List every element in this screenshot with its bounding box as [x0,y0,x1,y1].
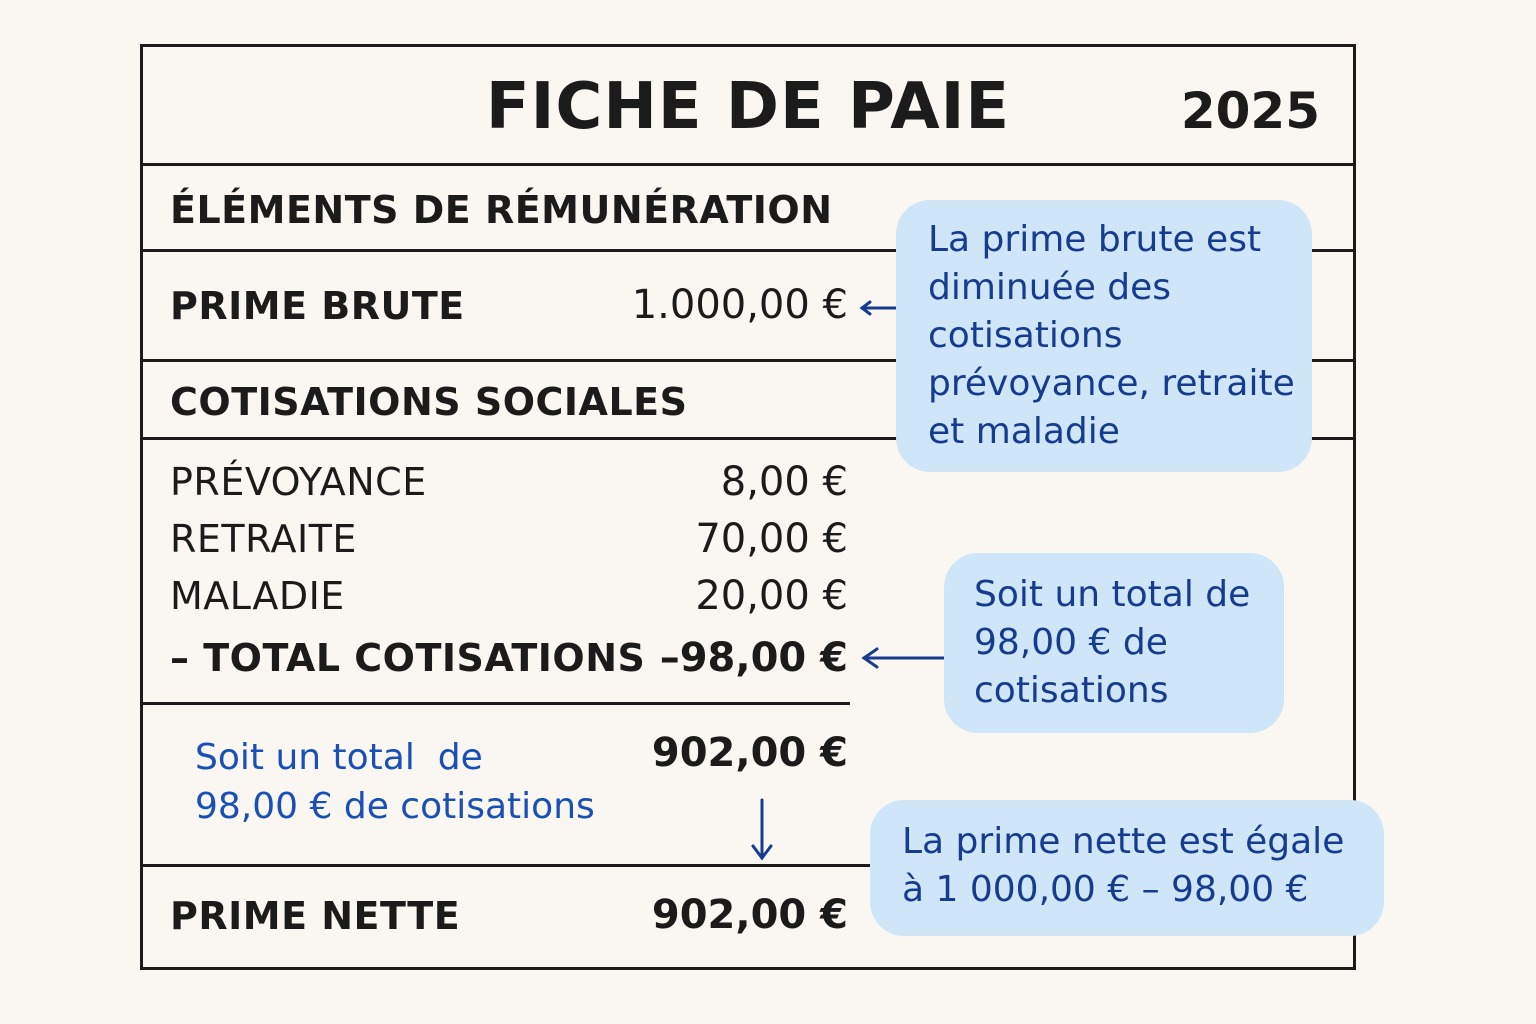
bubble-brute-line3: cotisations [928,315,1123,356]
bubble-total-explanation [944,553,1284,733]
bubble-prime-nette-explanation [870,800,1384,936]
cotisation-amount-retraite: 70,00 € [695,516,848,562]
year-label: 2025 [1180,82,1320,140]
prime-brute-label: PRIME BRUTE [170,284,465,328]
cotisation-label-maladie: MALADIE [170,574,345,618]
prime-nette-label: PRIME NETTE [170,894,461,938]
subtotal-note-line2: 98,00 € de cotisations [195,786,595,827]
bubble-prime-brute-explanation [896,200,1312,472]
arrow-to-prime-brute [862,302,896,314]
subtotal-note-line1: Soit un total de [195,737,483,778]
cotisation-label-retraite: RETRAITE [170,517,357,561]
bubble-total-line1: Soit un total de [974,574,1251,615]
bubble-brute-line2: diminuée des [928,267,1172,308]
bubble-brute-line4: prévoyance, retraite [928,363,1295,404]
total-cotisations-label: – TOTAL COTISATIONS [170,636,646,680]
arrow-down-to-prime-nette [753,800,771,858]
bubble-brute-line5: et maladie [928,411,1120,452]
bubble-total-line3: cotisations [974,670,1169,711]
arrow-to-total-cotisations [864,649,944,667]
total-cotisations-amount: –98,00 € [659,635,848,681]
prime-brute-amount: 1.000,00 € [631,282,848,328]
cotisation-amount-maladie: 20,00 € [695,573,848,619]
page-title: FICHE DE PAIE [485,70,1011,144]
bubble-brute-line1: La prime brute est [928,219,1262,260]
bubble-nette-line2: à 1 000,00 € – 98,00 € [902,869,1309,910]
prime-nette-amount: 902,00 € [651,892,848,938]
cotisation-amount-prevoyance: 8,00 € [720,459,848,505]
section-remuneration-heading: ÉLÉMENTS DE RÉMUNÉRATION [170,188,833,232]
subtotal-amount: 902,00 € [651,730,848,776]
cotisation-label-prevoyance: PRÉVOYANCE [170,460,427,504]
bubble-total-line2: 98,00 € de [974,622,1168,663]
bubble-nette-line1: La prime nette est égale [902,821,1345,862]
section-cotisations-heading: COTISATIONS SOCIALES [170,380,688,424]
